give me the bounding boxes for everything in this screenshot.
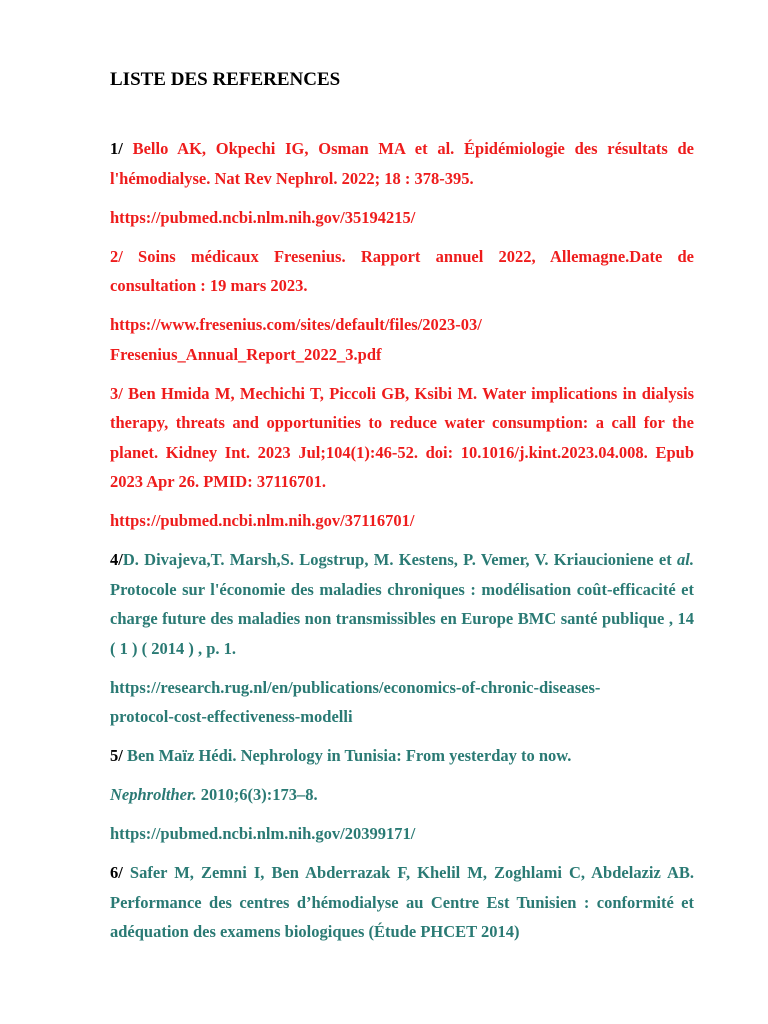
reference-5	[110, 741, 694, 771]
link-line[interactable]: protocol-cost-effectiveness-modelli	[110, 707, 353, 726]
reference-1	[110, 134, 694, 193]
document-page	[110, 66, 694, 956]
reference-1-link[interactable]: https://pubmed.ncbi.nlm.nih.gov/35194215/	[110, 207, 416, 227]
link-line[interactable]: https://research.rug.nl/en/publications/economics-of-chronic-diseases-	[110, 677, 601, 697]
journal-details: 2010;6(3):173–8.	[196, 785, 318, 804]
link-line[interactable]: https://www.fresenius.com/sites/default/files/2023-03/	[110, 315, 482, 334]
reference-number: 1/	[110, 139, 123, 158]
reference-3: 3/ Ben Hmida M, Mechichi T, Piccoli GB, Ksibi M. Water implications in dialysis therapy, threats and opportunities to reduce water consumption: a call for the planet. Kidney Int. 2023 Jul;104(1):46-52. doi: 10.1016/j.kint.2023.04.008. Epub 2023 Apr 26. PMID: 37116701.	[110, 383, 694, 491]
reference-4	[110, 545, 694, 663]
reference-number: 6/	[110, 863, 123, 882]
reference-text: Bello AK, Okpechi IG, Osman MA et al. Épidémiologie des résultats de l'hémodialyse. Nat Rev Nephrol. 2022; 18 : 378-395.	[110, 139, 694, 188]
reference-authors: D. Divajeva,T. Marsh,S. Logstrup, M. Kestens, P. Vemer, V. Kriaucioniene et	[122, 550, 678, 569]
reference-2-link[interactable]	[110, 310, 694, 369]
reference-et-al: al.	[677, 550, 694, 569]
page-title: LISTE DES REFERENCES	[110, 69, 341, 90]
link-line[interactable]: Fresenius_Annual_Report_2022_3.pdf	[110, 344, 382, 364]
reference-text: Protocole sur l'économie des maladies chroniques : modélisation coût-efficacité et charge future des maladies non transmissibles en Europe BMC santé publique , 14 ( 1 ) ( 2014 ) , p. 1.	[110, 579, 694, 658]
reference-4-link[interactable]	[110, 673, 694, 732]
reference-number: 4/	[110, 550, 123, 569]
reference-text: Ben Maïz Hédi. Nephrology in Tunisia: From yesterday to now.	[122, 746, 572, 765]
journal-name: Nephrolther.	[110, 785, 197, 804]
reference-text: Safer M, Zemni I, Ben Abderrazak F, Khelil M, Zoghlami C, Abdelaziz AB. Performance des centres d’hémodialyse au Centre Est Tunisien : conformité et adéquation des examens biologiques (Étude PHCET 2014)	[110, 863, 694, 941]
reference-3-link[interactable]: https://pubmed.ncbi.nlm.nih.gov/37116701/	[110, 511, 415, 530]
reference-5-journal	[110, 780, 694, 810]
reference-number: 5/	[110, 746, 123, 765]
reference-6	[110, 858, 694, 947]
reference-5-link[interactable]: https://pubmed.ncbi.nlm.nih.gov/20399171/	[110, 824, 416, 843]
reference-2: 2/ Soins médicaux Fresenius. Rapport annuel 2022, Allemagne.Date de consultation : 19 mars 2023.	[110, 246, 694, 295]
